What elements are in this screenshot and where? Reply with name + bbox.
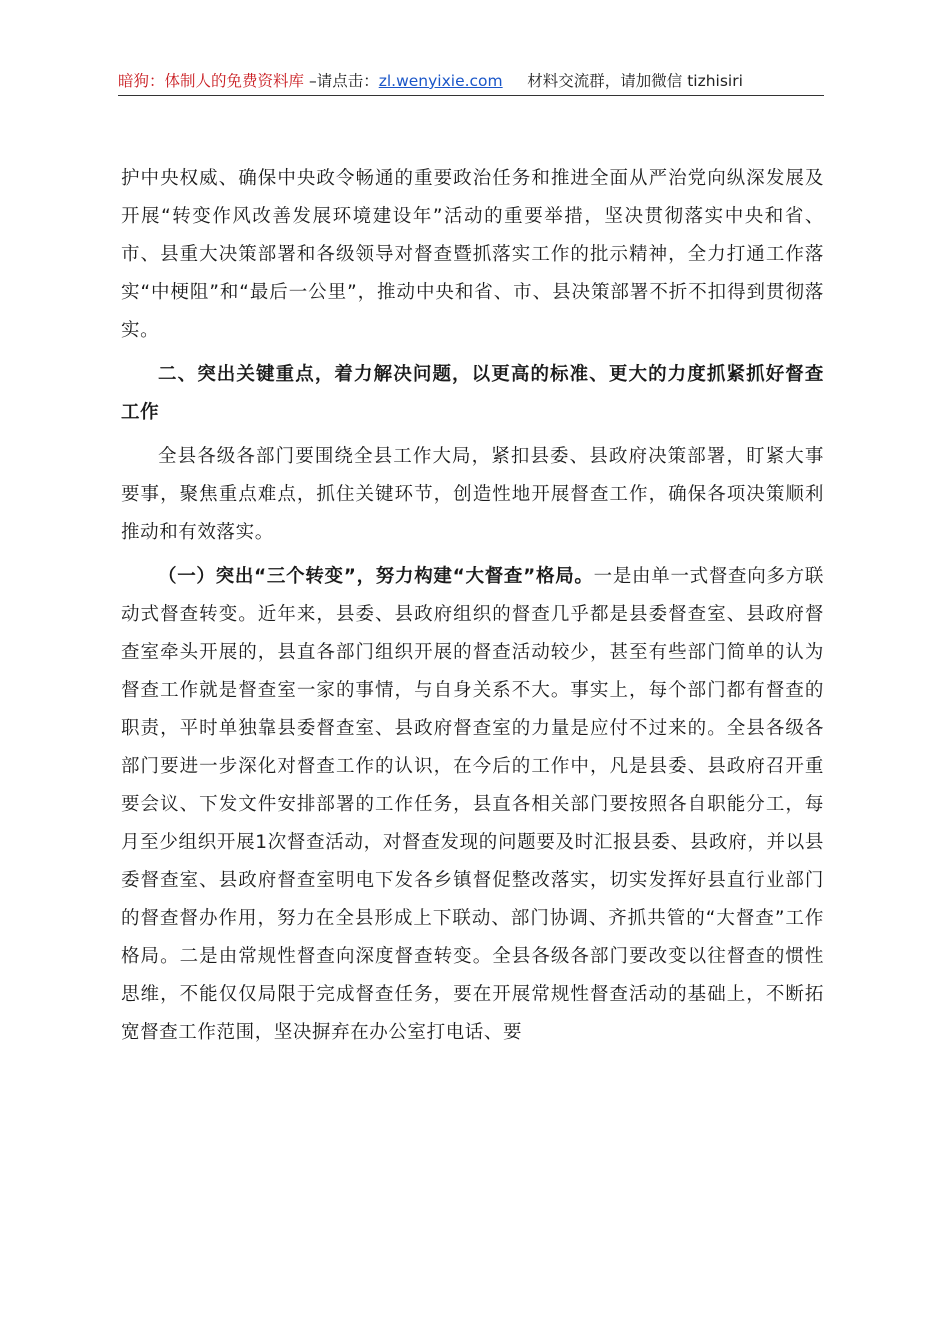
header-contact bbox=[503, 72, 743, 90]
header-prompt: –请点击： bbox=[304, 72, 379, 90]
page-header bbox=[118, 68, 824, 96]
paragraph-three-changes bbox=[121, 558, 824, 1052]
header-contact-text: 材料交流群，请加微信 tizhisiri bbox=[527, 72, 743, 90]
subsection-body: 一是由单一式督查向多方联动式督查转变。近年来，县委、县政府组织的督查几乎都是县委督查室、县政府督查室牵头开展的，县直各部门组织开展的督查活动较少，甚至有些部门简单的认为督查工作就是督查室一家的事情，与自身关系不大。事实上，每个部门都有督查的职责，平时单独靠县委督查室、县政府督查室的力量是应付不过来的。全县各级各部门要进一步深化对督查工作的认识，在今后的工作中，凡是县委、县政府召开重要会议、下发文件安排部署的工作任务，县直各相关部门要按照各自职能分工，每月至少组织开展1次督查活动，对督查发现的问题要及时汇报县委、县政府，并以县委督查室、县政府督查室明电下发各乡镇督促整改落实，切实发挥好县直行业部门的督查督办作用，努力在全县形成上下联动、部门协调、齐抓共管的“大督查”工作格局。二是由常规性督查向深度督查转变。全县各级各部门要改变以往督查的惯性思维，不能仅仅局限于完成督查任务，要在开展常规性督查活动的基础上，不断拓宽督查工作范围，坚决摒弃在办公室打电话、要 bbox=[121, 566, 824, 1043]
header-url-link[interactable]: zl.wenyixie.com bbox=[378, 72, 503, 90]
document-body bbox=[121, 160, 824, 1052]
header-brand: 暗狗：体制人的免费资料库 bbox=[118, 72, 305, 90]
section-heading-2: 二、突出关键重点，着力解决问题，以更高的标准、更大的力度抓紧抓好督查工作 bbox=[121, 364, 824, 423]
header-divider bbox=[118, 95, 824, 96]
subsection-title: （一）突出“三个转变”，努力构建“大督查”格局。 bbox=[158, 566, 594, 587]
paragraph-continuation: 护中央权威、确保中央政令畅通的重要政治任务和推进全面从严治党向纵深发展及开展“转变作风改善发展环境建设年”活动的重要举措，坚决贯彻落实中央和省、市、县重大决策部署和各级领导对督查暨抓落实工作的批示精神，全力打通工作落实“中梗阻”和“最后一公里”，推动中央和省、市、县决策部署不折不扣得到贯彻落实。 bbox=[121, 168, 824, 341]
paragraph-intro: 全县各级各部门要围绕全县工作大局，紧扣县委、县政府决策部署，盯紧大事要事，聚焦重点难点，抓住关键环节，创造性地开展督查工作，确保各项决策顺利推动和有效落实。 bbox=[121, 446, 824, 543]
